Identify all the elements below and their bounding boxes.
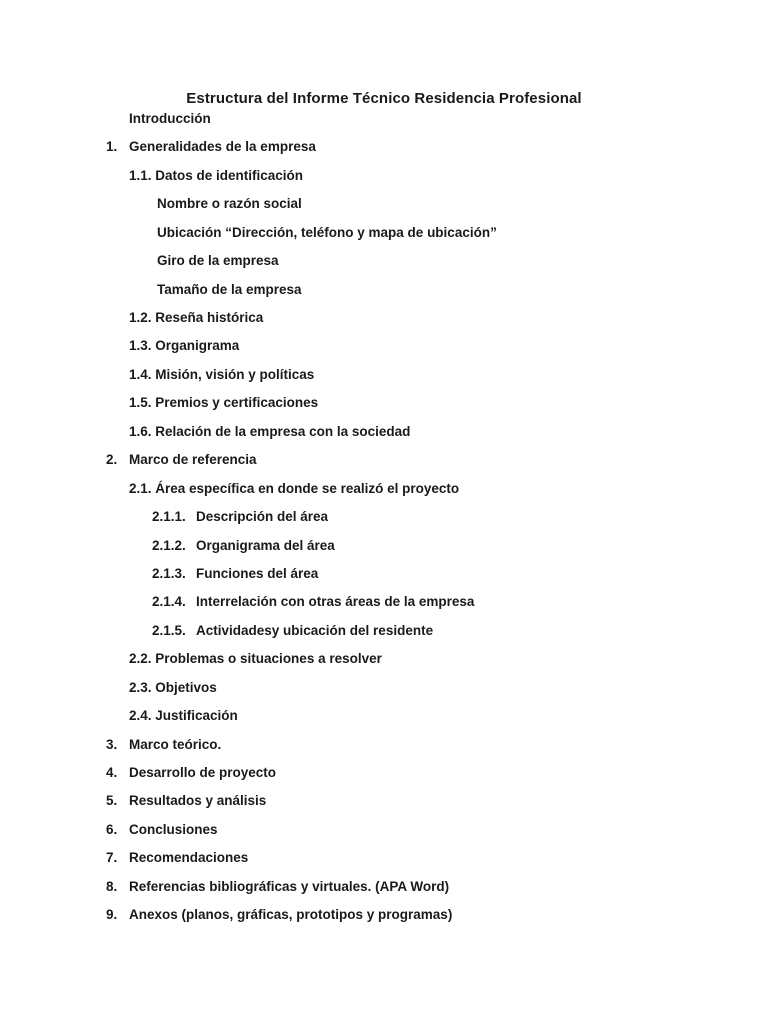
section-number: 9.	[106, 907, 118, 922]
item-ubicacion	[157, 223, 497, 243]
subsection-1-6	[129, 422, 410, 442]
item-giro	[157, 251, 279, 271]
item-text: Nombre o razón social	[157, 196, 302, 211]
subsubsection-text: Interrelación con otras áreas de la empresa	[196, 594, 475, 609]
subsection-text: 1.6. Relación de la empresa con la sociedad	[129, 424, 411, 439]
subsection-1-3	[129, 336, 239, 356]
subsubsection-text: Organigrama del área	[196, 538, 335, 553]
subsubsection-text: Funciones del área	[196, 566, 319, 581]
subsection-1-1	[129, 166, 303, 186]
subsection-text: 2.3. Objetivos	[129, 680, 217, 695]
section-number: 7.	[106, 850, 118, 865]
section-text: Anexos (planos, gráficas, prototipos y programas)	[129, 907, 453, 922]
section-text: Desarrollo de proyecto	[129, 765, 277, 780]
item-text: Ubicación “Dirección, teléfono y mapa de ubicación”	[157, 225, 497, 240]
intro-line	[129, 109, 211, 129]
section-text: Conclusiones	[129, 822, 218, 837]
item-tamano	[157, 280, 302, 300]
section-number: 5.	[106, 793, 118, 808]
section-number: 6.	[106, 822, 118, 837]
section-text: Marco de referencia	[129, 452, 257, 467]
subsubsection-text: Actividadesy ubicación del residente	[196, 623, 434, 638]
section-text: Marco teórico.	[129, 737, 222, 752]
section-number: 8.	[106, 879, 118, 894]
subsection-text: 1.5. Premios y certificaciones	[129, 395, 319, 410]
subsection-2-4	[129, 706, 238, 726]
subsection-text: 1.3. Organigrama	[129, 338, 240, 353]
subsection-text: 2.2. Problemas o situaciones a resolver	[129, 651, 382, 666]
item-text: Tamaño de la empresa	[157, 282, 302, 297]
subsubsection-number: 2.1.5.	[152, 623, 186, 638]
subsection-2-3	[129, 678, 217, 698]
subsection-text: 1.2. Reseña histórica	[129, 310, 264, 325]
subsubsection-number: 2.1.2.	[152, 538, 186, 553]
subsubsection-text: Descripción del área	[196, 509, 329, 524]
subsection-text: 1.4. Misión, visión y políticas	[129, 367, 315, 382]
item-text: Giro de la empresa	[157, 253, 279, 268]
subsection-text: 2.4. Justificación	[129, 708, 238, 723]
section-number: 3.	[106, 737, 118, 752]
subsection-text: 2.1. Área específica en donde se realizó el proyecto	[129, 481, 460, 496]
subsection-2-2	[129, 649, 382, 669]
section-number: 2.	[106, 452, 118, 467]
section-number: 4.	[106, 765, 118, 780]
item-nombre	[157, 194, 302, 214]
subsection-1-5	[129, 393, 318, 413]
subsubsection-number: 2.1.3.	[152, 566, 186, 581]
subsection-text: 1.1. Datos de identificación	[129, 168, 304, 183]
intro-text: Introducción	[129, 111, 211, 126]
subsubsection-number: 2.1.4.	[152, 594, 186, 609]
subsection-2-1	[129, 479, 459, 499]
subsection-1-4	[129, 365, 314, 385]
subsubsection-number: 2.1.1.	[152, 509, 186, 524]
section-text: Resultados y análisis	[129, 793, 267, 808]
document-title: Estructura del Informe Técnico Residencia Profesional	[186, 90, 582, 107]
section-text: Recomendaciones	[129, 850, 249, 865]
subsection-1-2	[129, 308, 263, 328]
section-text: Referencias bibliográficas y virtuales. (APA Word)	[129, 879, 450, 894]
section-text: Generalidades de la empresa	[129, 139, 316, 154]
section-number: 1.	[106, 139, 118, 154]
